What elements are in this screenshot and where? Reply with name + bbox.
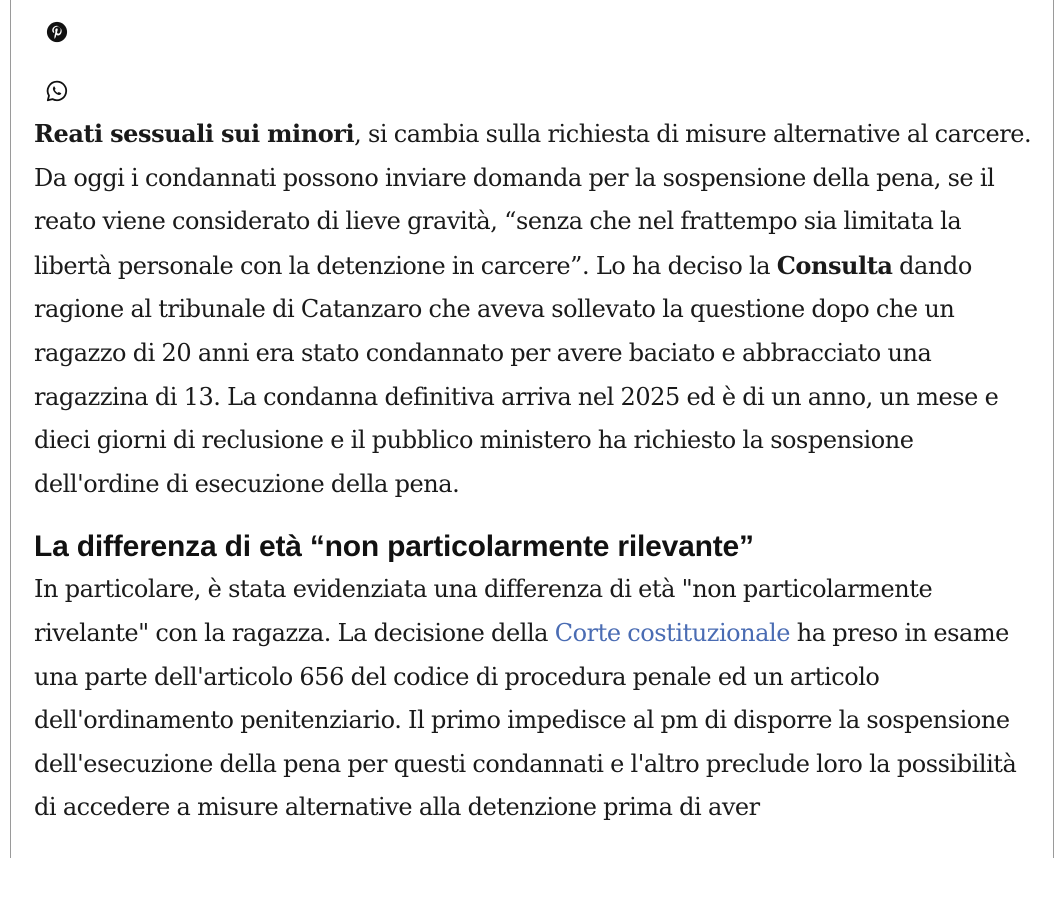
article-paragraph-2 [34, 568, 1034, 830]
article-paragraph-1 [34, 112, 1034, 506]
paragraph-text: dando ragione al tribunale di Catanzaro che aveva sollevato la questione dopo che un ragazzo di 20 anni era stato condannato per avere baciato e abbracciato una ragazzina di 13. La condanna definitiva arriva nel 2025 ed è di un anno, un mese e dieci giorni di reclusione e il pubblico ministero ha richiesto la sospensione dell'ordine di esecuzione della pena. [34, 251, 999, 498]
bold-text-consulta: Consulta [776, 250, 893, 280]
pinterest-share-button[interactable] [44, 19, 70, 45]
section-heading: La differenza di età “non particolarmente rilevante” [34, 530, 754, 564]
whatsapp-share-button[interactable] [44, 78, 70, 104]
lead-bold-text: Reati sessuali sui minori [34, 119, 355, 148]
article-body [34, 112, 1034, 830]
paragraph-text: ha preso in esame una parte dell'articolo 656 del codice di procedura penale ed un articolo dell'ordinamento penitenziario. Il primo impedisce al pm di disporre la sospensione dell'esecuzione della pena per questi condannati e l'altro preclude loro la possibilità di accedere a misure alternative alla detenzione prima di aver [34, 618, 1017, 822]
corte-costituzionale-link[interactable]: Corte costituzionale [554, 618, 791, 647]
paragraph-text: In particolare, è stata evidenziata una differenza di età "non particolarmente rivelante" con la ragazza. La decisione della [34, 575, 933, 647]
paragraph-text: , si cambia sulla richiesta di misure alternative al carcere. Da oggi i condannati possono inviare domanda per la sospensione della pena, se il reato viene considerato di lieve gravità, “senza che nel frattempo sia limitata la libertà personale con la detenzione in carcere”. Lo ha deciso la [34, 120, 1032, 280]
pinterest-icon [46, 21, 68, 43]
whatsapp-icon [45, 79, 69, 103]
